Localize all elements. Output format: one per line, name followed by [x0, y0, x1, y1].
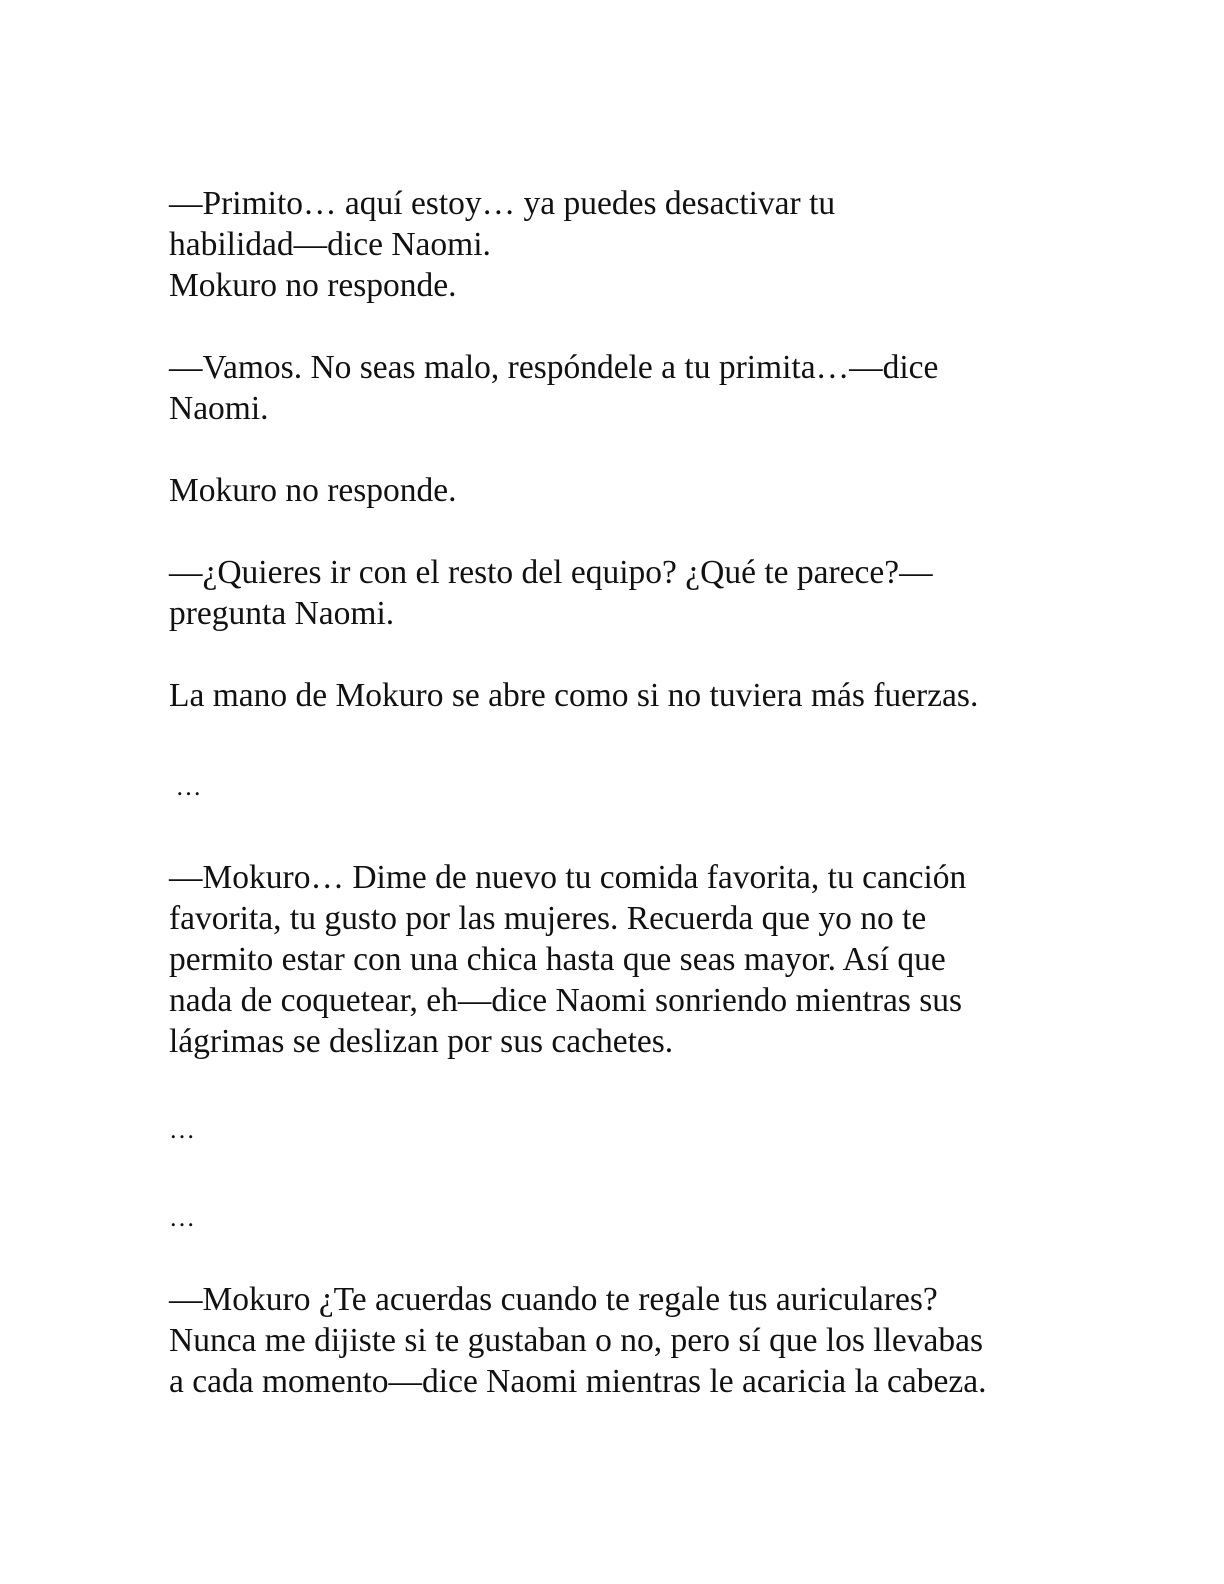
text-line: lágrimas se deslizan por sus cachetes.	[169, 1023, 674, 1060]
ellipsis-line: …	[169, 772, 202, 801]
text-line: —¿Quieres ir con el resto del equipo? ¿Qué te parece?—	[169, 554, 933, 591]
text-line: a cada momento—dice Naomi mientras le acaricia la cabeza.	[169, 1363, 987, 1400]
text-line: Nunca me dijiste si te gustaban o no, pero sí que los llevabas	[169, 1322, 984, 1359]
paragraph-gap	[169, 716, 1049, 766]
text-line: habilidad—dice Naomi.	[169, 226, 491, 263]
text-line: nada de coquetear, eh—dice Naomi sonriendo mientras sus	[169, 982, 963, 1019]
text-line: —Mokuro… Dime de nuevo tu comida favorita, tu canción	[169, 859, 967, 896]
text-line: Mokuro no responde.	[169, 267, 457, 304]
ellipsis-line: …	[169, 1115, 195, 1144]
paragraph-gap	[169, 306, 1049, 347]
text-line: Naomi.	[169, 390, 269, 427]
text-line: pregunta Naomi.	[169, 595, 395, 632]
paragraph-gap	[169, 1062, 1049, 1103]
text-line: —Vamos. No seas malo, respóndele a tu primita…—dice	[169, 349, 939, 386]
document-body	[169, 183, 1049, 1402]
paragraph-gap	[169, 511, 1049, 552]
text-line: favorita, tu gusto por las mujeres. Recuerda que yo no te	[169, 900, 927, 937]
ellipsis-line: …	[169, 1203, 195, 1232]
paragraph-gap	[169, 429, 1049, 470]
paragraph-gap	[169, 634, 1049, 675]
text-line: La mano de Mokuro se abre como si no tuviera más fuerzas.	[169, 677, 979, 714]
text-line: Mokuro no responde.	[169, 472, 457, 509]
paragraph-gap	[169, 807, 1049, 857]
text-line: —Mokuro ¿Te acuerdas cuando te regale tus auriculares?	[169, 1281, 938, 1318]
paragraph-gap	[169, 1150, 1049, 1191]
paragraph-gap	[169, 1238, 1049, 1279]
text-line: permito estar con una chica hasta que seas mayor. Así que	[169, 941, 946, 978]
text-line: —Primito… aquí estoy… ya puedes desactivar tu	[169, 185, 836, 222]
